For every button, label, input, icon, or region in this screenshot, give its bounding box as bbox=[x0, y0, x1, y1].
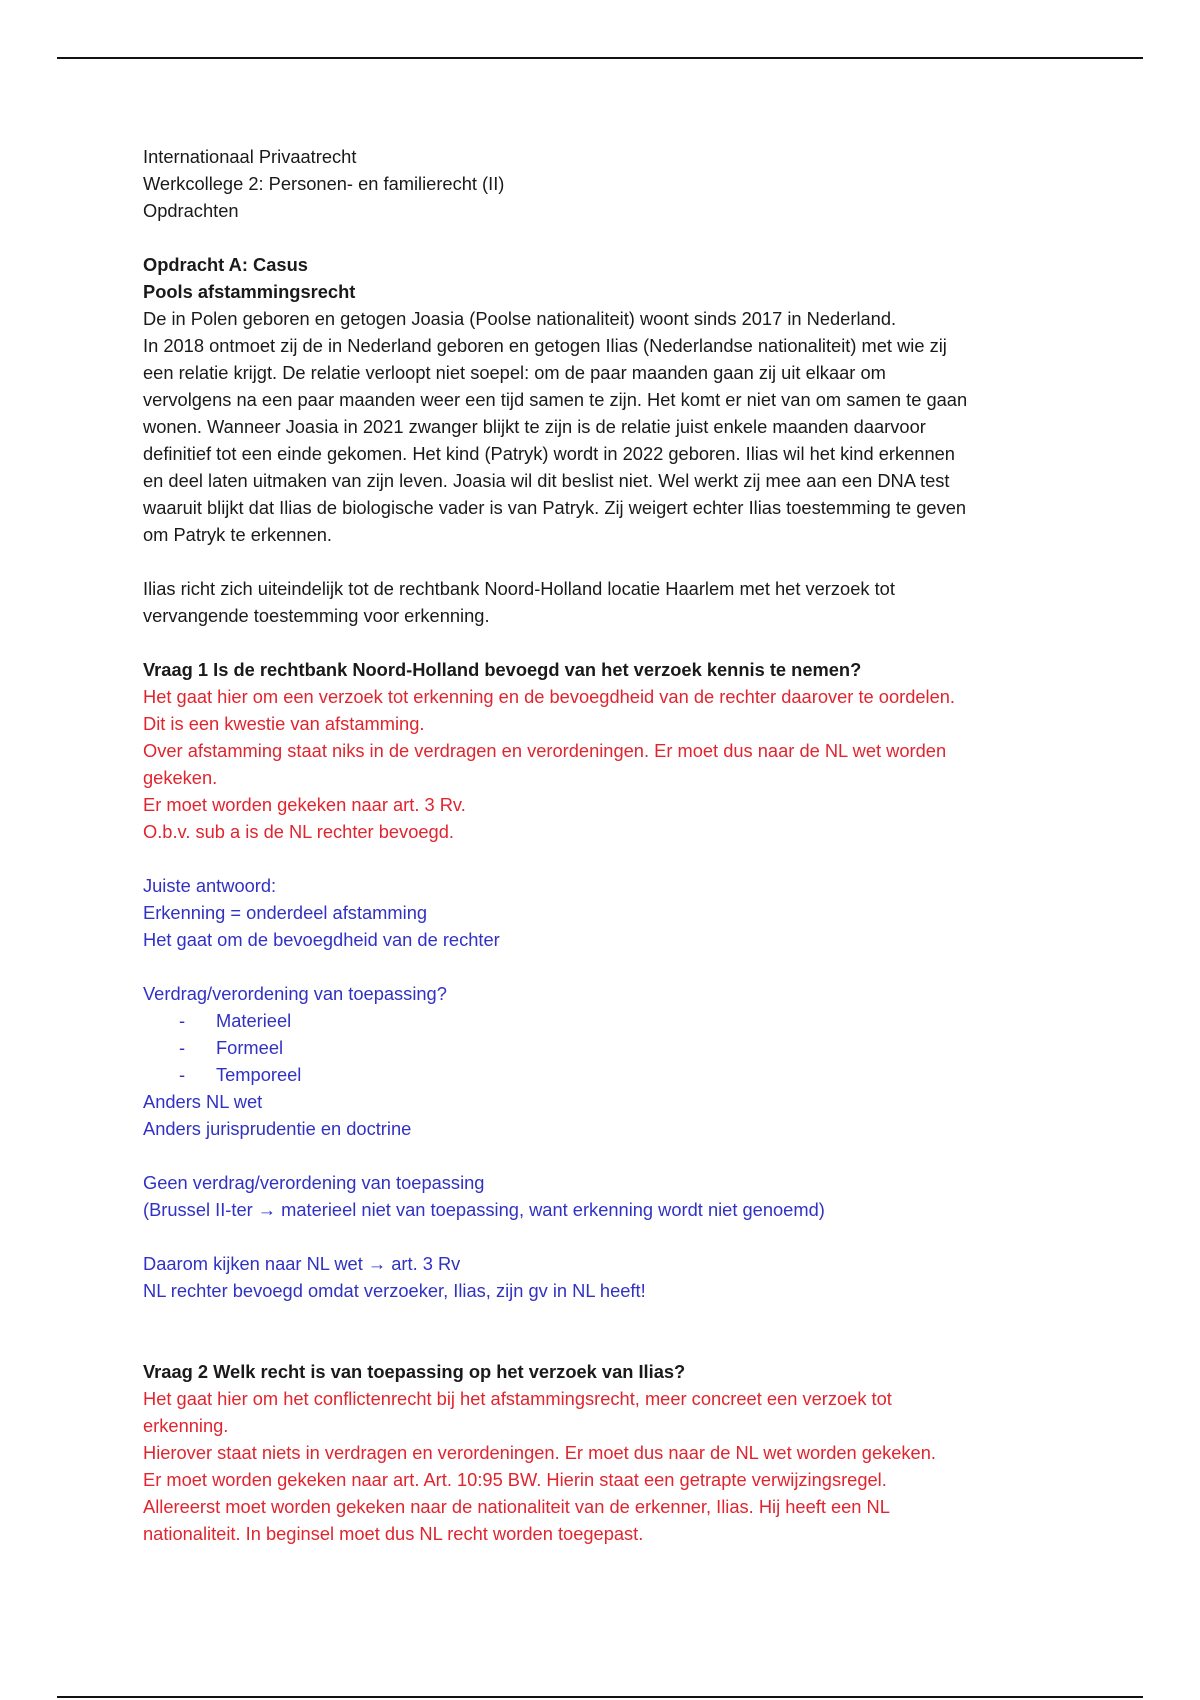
fallback-line: Anders jurisprudentie en doctrine bbox=[143, 1118, 412, 1139]
course-title: Internationaal Privaatrecht bbox=[143, 146, 357, 167]
fallback-line: Anders NL wet bbox=[143, 1091, 263, 1112]
question-2: Vraag 2 Welk recht is van toepassing op het verzoek van Ilias? bbox=[143, 1361, 686, 1382]
answer-line: gekeken. bbox=[143, 767, 218, 788]
request-line: vervangende toestemming voor erkenning. bbox=[143, 605, 490, 626]
answer-line: Er moet worden gekeken naar art. 3 Rv. bbox=[143, 794, 466, 815]
treaty-question: Verdrag/verordening van toepassing? bbox=[143, 983, 447, 1004]
answer-line: O.b.v. sub a is de NL rechter bevoegd. bbox=[143, 821, 454, 842]
correct-answer-heading: Juiste antwoord: bbox=[143, 875, 277, 896]
case-text bbox=[143, 305, 1073, 548]
case-line: en deel laten uitmaken van zijn leven. Joasia wil dit beslist niet. Wel werkt zij mee aan een DNA test bbox=[143, 470, 950, 491]
q2-student-answer bbox=[143, 1385, 1073, 1547]
correct-line: Het gaat om de bevoegdheid van de rechter bbox=[143, 929, 500, 950]
q1-correct-answer bbox=[143, 872, 1073, 1304]
list-item: - Materieel bbox=[179, 1007, 1073, 1034]
q1-student-answer bbox=[143, 683, 1073, 845]
list-item: - Temporeel bbox=[179, 1061, 1073, 1088]
case-line: om Patryk te erkennen. bbox=[143, 524, 332, 545]
header-rule bbox=[57, 57, 1143, 59]
conclusion-line: Daarom kijken naar NL wet → art. 3 Rv bbox=[143, 1253, 461, 1274]
document-page bbox=[143, 143, 1073, 1547]
scope-list bbox=[143, 1007, 1073, 1088]
assignment-topic: Pools afstammingsrecht bbox=[143, 281, 356, 302]
doc-subtitle: Opdrachten bbox=[143, 200, 239, 221]
no-treaty-line: Geen verdrag/verordening van toepassing bbox=[143, 1172, 485, 1193]
case-line: waaruit blijkt dat Ilias de biologische vader is van Patryk. Zij weigert echter Ilias toestemming te geven bbox=[143, 497, 967, 518]
list-item: - Formeel bbox=[179, 1034, 1073, 1061]
answer-line: erkenning. bbox=[143, 1415, 229, 1436]
no-treaty-line: (Brussel II-ter → materieel niet van toepassing, want erkenning wordt niet genoemd) bbox=[143, 1199, 825, 1220]
assignment-title: Opdracht A: Casus bbox=[143, 254, 308, 275]
case-line: definitief tot een einde gekomen. Het kind (Patryk) wordt in 2022 geboren. Ilias wil het kind erkennen bbox=[143, 443, 955, 464]
case-line: vervolgens na een paar maanden weer een tijd samen te zijn. Het komt er niet van om samen te gaan bbox=[143, 389, 968, 410]
answer-line: Hierover staat niets in verdragen en verordeningen. Er moet dus naar de NL wet worden gekeken. bbox=[143, 1442, 936, 1463]
answer-line: Er moet worden gekeken naar art. Art. 10:95 BW. Hierin staat een getrapte verwijzingsregel. bbox=[143, 1469, 887, 1490]
answer-line: Het gaat hier om het conflictenrecht bij het afstammingsrecht, meer concreet een verzoek tot bbox=[143, 1388, 892, 1409]
case-line: wonen. Wanneer Joasia in 2021 zwanger blijkt te zijn is de relatie juist enkele maanden daarvoor bbox=[143, 416, 926, 437]
request-line: Ilias richt zich uiteindelijk tot de rechtbank Noord-Holland locatie Haarlem met het verzoek tot bbox=[143, 578, 895, 599]
question-1: Vraag 1 Is de rechtbank Noord-Holland bevoegd van het verzoek kennis te nemen? bbox=[143, 659, 862, 680]
request-text bbox=[143, 575, 1073, 629]
session-title: Werkcollege 2: Personen- en familierecht (II) bbox=[143, 173, 505, 194]
answer-line: Allereerst moet worden gekeken naar de nationaliteit van de erkenner, Ilias. Hij heeft een NL bbox=[143, 1496, 890, 1517]
answer-line: Over afstamming staat niks in de verdragen en verordeningen. Er moet dus naar de NL wet worden bbox=[143, 740, 947, 761]
answer-line: Dit is een kwestie van afstamming. bbox=[143, 713, 425, 734]
correct-line: Erkenning = onderdeel afstamming bbox=[143, 902, 428, 923]
case-line: In 2018 ontmoet zij de in Nederland geboren en getogen Ilias (Nederlandse nationaliteit) met wie zij bbox=[143, 335, 947, 356]
footer-rule bbox=[57, 1696, 1143, 1698]
conclusion-line: NL rechter bevoegd omdat verzoeker, Ilias, zijn gv in NL heeft! bbox=[143, 1280, 646, 1301]
answer-line: Het gaat hier om een verzoek tot erkenning en de bevoegdheid van de rechter daarover te oordelen. bbox=[143, 686, 956, 707]
case-line: een relatie krijgt. De relatie verloopt niet soepel: om de paar maanden gaan zij uit elkaar om bbox=[143, 362, 886, 383]
case-line: De in Polen geboren en getogen Joasia (Poolse nationaliteit) woont sinds 2017 in Nederland. bbox=[143, 308, 897, 329]
answer-line: nationaliteit. In beginsel moet dus NL recht worden toegepast. bbox=[143, 1523, 644, 1544]
